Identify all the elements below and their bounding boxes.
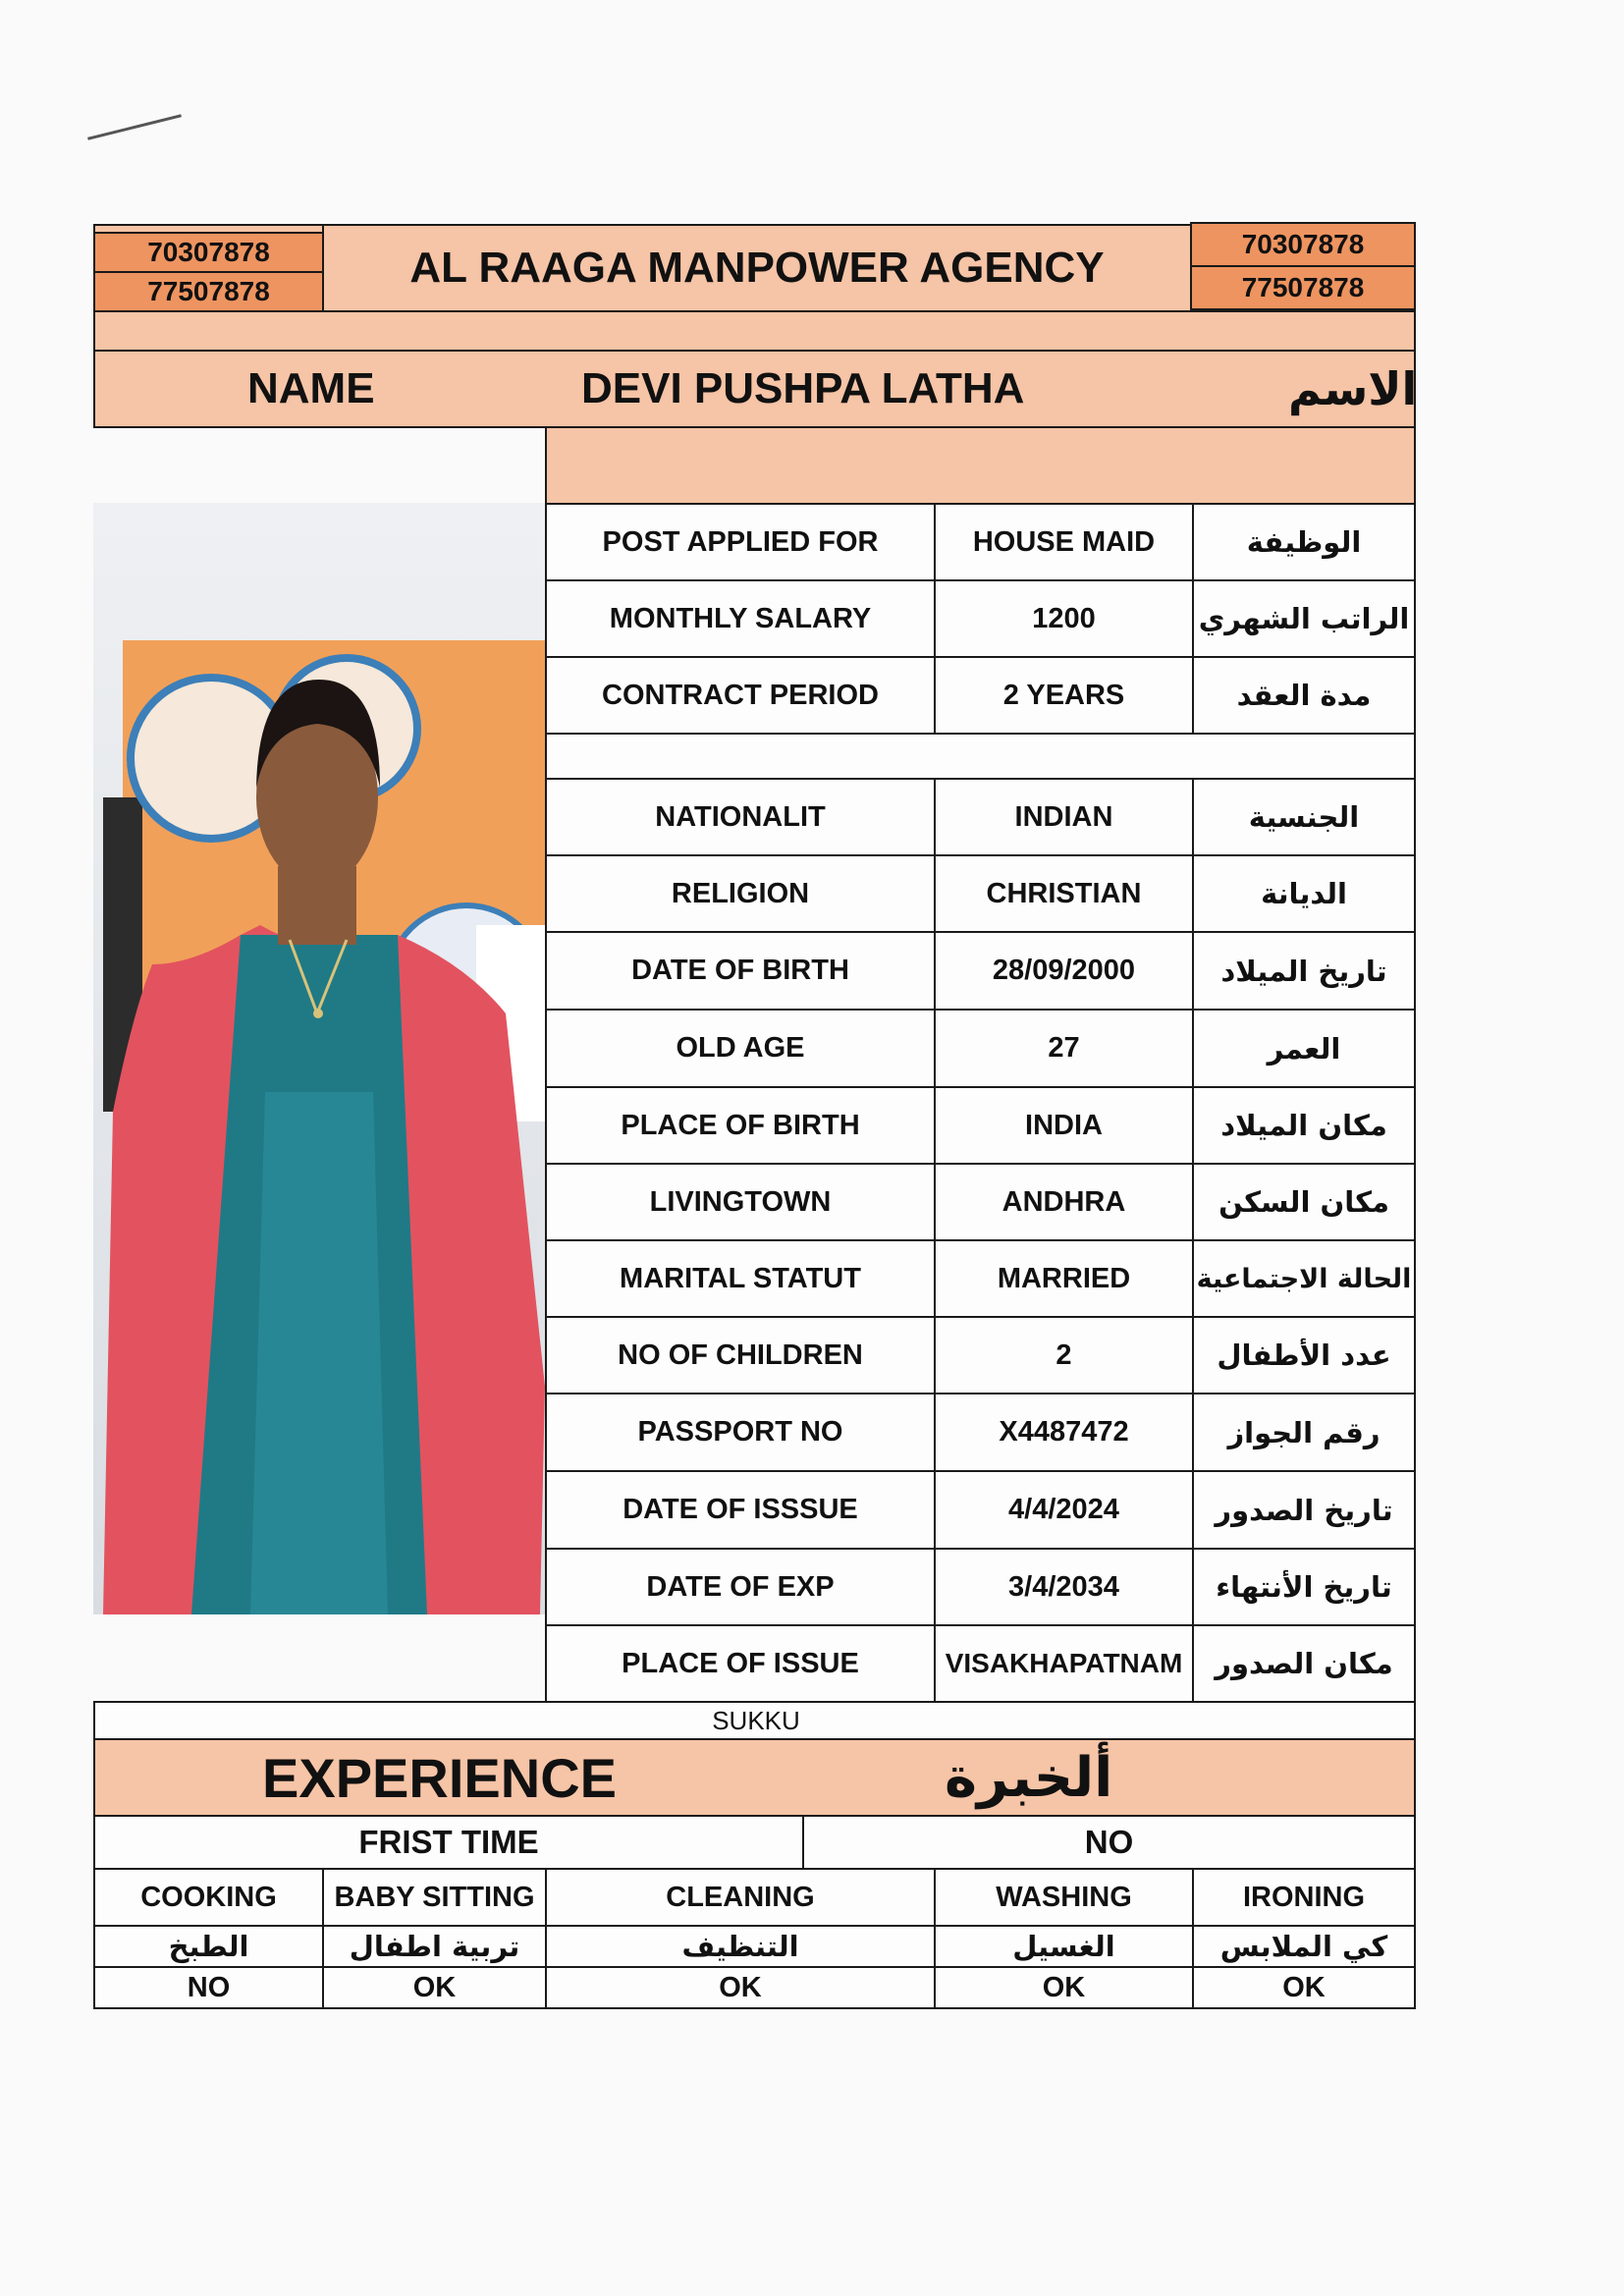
detail-passport-value: X4487472 <box>934 1393 1194 1472</box>
detail-livingtown-label: LIVINGTOWN <box>545 1163 936 1241</box>
phone-left-2: 77507878 <box>93 271 324 312</box>
phone-right-2: 77507878 <box>1190 265 1416 310</box>
detail-place-issue-value: VISAKHAPATNAM <box>934 1624 1194 1703</box>
detail-nationality-label: NATIONALIT <box>545 778 936 856</box>
skill-babysitting-name: BABY SITTING <box>322 1868 547 1927</box>
skill-cooking-name: COOKING <box>93 1868 324 1927</box>
detail-passport-arabic: رقم الجواز <box>1192 1393 1416 1472</box>
name-row <box>93 350 1416 428</box>
detail-pob-label: PLACE OF BIRTH <box>545 1086 936 1165</box>
detail-children-label: NO OF CHILDREN <box>545 1316 936 1394</box>
name-label-arabic: الاسم <box>1288 362 1418 415</box>
skill-washing-arabic: الغسيل <box>934 1925 1194 1968</box>
sukku-text: SUKKU <box>712 1706 800 1735</box>
skill-ironing-value: OK <box>1192 1966 1416 2009</box>
detail-dob-arabic: تاريخ الميلاد <box>1192 931 1416 1011</box>
detail-marital-arabic: الحالة الاجتماعية <box>1192 1239 1416 1318</box>
skill-cleaning-name: CLEANING <box>545 1868 936 1927</box>
detail-nationality-arabic: الجنسية <box>1192 778 1416 856</box>
first-time-label: FRIST TIME <box>93 1815 804 1870</box>
detail-post-label: POST APPLIED FOR <box>545 503 936 581</box>
detail-passport-label: PASSPORT NO <box>545 1393 936 1472</box>
skill-ironing-name: IRONING <box>1192 1868 1416 1927</box>
detail-religion-label: RELIGION <box>545 854 936 933</box>
phone-left-1: 70307878 <box>93 232 324 273</box>
experience-title-arabic: ألخبرة <box>945 1745 1113 1810</box>
detail-dob-label: DATE OF BIRTH <box>545 931 936 1011</box>
detail-contract-label: CONTRACT PERIOD <box>545 656 936 735</box>
detail-salary-value: 1200 <box>934 579 1194 658</box>
detail-issue-date-label: DATE OF ISSSUE <box>545 1470 936 1550</box>
detail-marital-value: MARRIED <box>934 1239 1194 1318</box>
detail-religion-arabic: الديانة <box>1192 854 1416 933</box>
first-time-value: NO <box>802 1815 1416 1870</box>
detail-contract-value: 2 YEARS <box>934 656 1194 735</box>
name-value: DEVI PUSHPA LATHA <box>581 364 1025 412</box>
detail-contract-arabic: مدة العقد <box>1192 656 1416 735</box>
agency-name: AL RAAGA MANPOWER AGENCY <box>322 224 1192 312</box>
detail-exp-date-arabic: تاريخ الأنتهاء <box>1192 1548 1416 1626</box>
detail-issue-date-value: 4/4/2024 <box>934 1470 1194 1550</box>
detail-livingtown-arabic: مكان السكن <box>1192 1163 1416 1241</box>
detail-dob-value: 28/09/2000 <box>934 931 1194 1011</box>
detail-age-arabic: العمر <box>1192 1009 1416 1088</box>
detail-age-value: 27 <box>934 1009 1194 1088</box>
details-gap-row <box>545 733 1416 780</box>
detail-age-label: OLD AGE <box>545 1009 936 1088</box>
detail-livingtown-value: ANDHRA <box>934 1163 1194 1241</box>
detail-salary-label: MONTHLY SALARY <box>545 579 936 658</box>
detail-post-arabic: الوظيفة <box>1192 503 1416 581</box>
experience-header <box>93 1738 1416 1817</box>
detail-children-arabic: عدد الأطفال <box>1192 1316 1416 1394</box>
detail-place-issue-arabic: مكان الصدور <box>1192 1624 1416 1703</box>
detail-exp-date-label: DATE OF EXP <box>545 1548 936 1626</box>
detail-marital-label: MARITAL STATUT <box>545 1239 936 1318</box>
skill-cooking-arabic: الطبخ <box>93 1925 324 1968</box>
skill-cooking-value: NO <box>93 1966 324 2009</box>
skill-cleaning-arabic: التنظيف <box>545 1925 936 1968</box>
experience-title: EXPERIENCE <box>262 1746 617 1809</box>
detail-pob-arabic: مكان الميلاد <box>1192 1086 1416 1165</box>
skill-babysitting-arabic: تربية اطفال <box>322 1925 547 1968</box>
detail-salary-arabic: الراتب الشهري <box>1192 579 1416 658</box>
pen-mark <box>87 114 182 140</box>
header-spacer-row <box>93 310 1416 352</box>
skill-ironing-arabic: كي الملابس <box>1192 1925 1416 1968</box>
details-top-spacer <box>545 426 1416 505</box>
name-label: NAME <box>247 364 375 412</box>
skill-washing-value: OK <box>934 1966 1194 2009</box>
detail-exp-date-value: 3/4/2034 <box>934 1548 1194 1626</box>
skill-babysitting-value: OK <box>322 1966 547 2009</box>
detail-nationality-value: INDIAN <box>934 778 1194 856</box>
detail-issue-date-arabic: تاريخ الصدور <box>1192 1470 1416 1550</box>
detail-place-issue-label: PLACE OF ISSUE <box>545 1624 936 1703</box>
skill-cleaning-value: OK <box>545 1966 936 2009</box>
phone-right-1: 70307878 <box>1190 222 1416 267</box>
detail-religion-value: CHRISTIAN <box>934 854 1194 933</box>
skill-washing-name: WASHING <box>934 1868 1194 1927</box>
detail-post-value: HOUSE MAID <box>934 503 1194 581</box>
detail-children-value: 2 <box>934 1316 1194 1394</box>
detail-pob-value: INDIA <box>934 1086 1194 1165</box>
candidate-photo <box>93 503 547 1614</box>
